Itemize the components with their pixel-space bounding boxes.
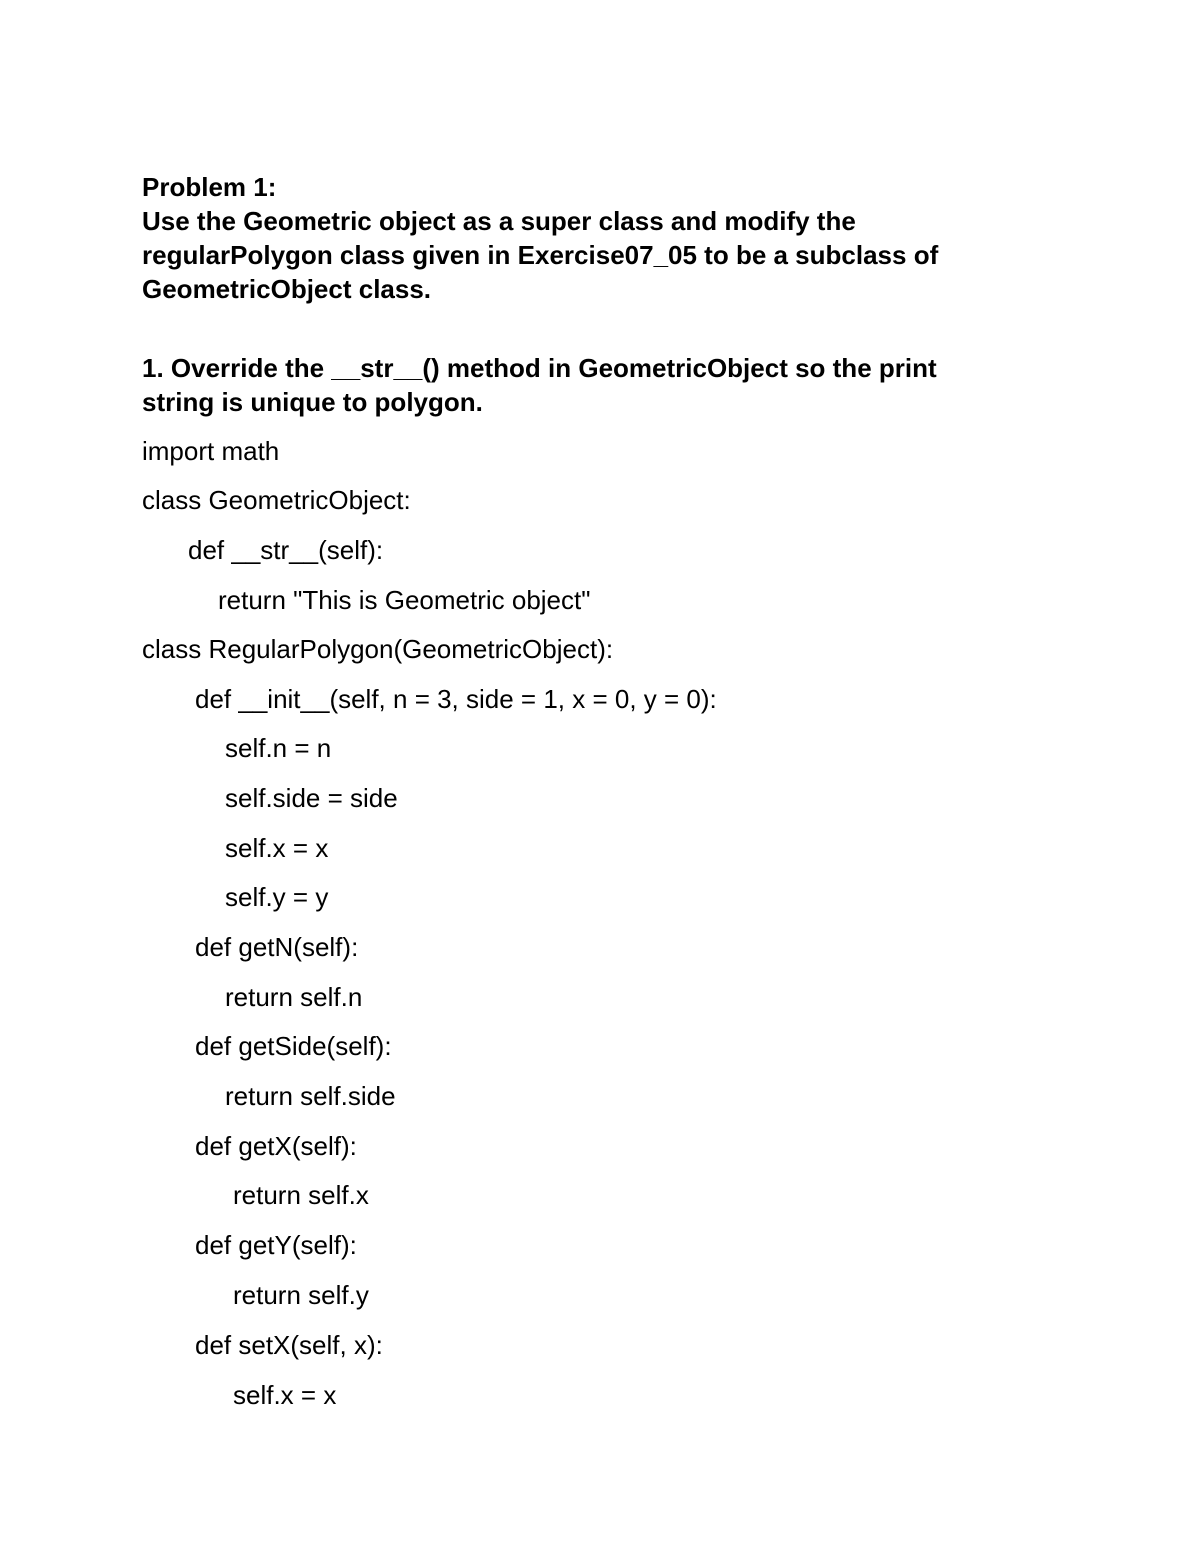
code-line: import math <box>142 436 280 466</box>
code-line: def getN(self): <box>195 932 359 962</box>
code-line: class GeometricObject: <box>142 485 411 515</box>
code-line: return self.side <box>225 1081 396 1111</box>
code-line: return self.n <box>225 982 363 1012</box>
problem-description-line: regularPolygon class given in Exercise07_05 to be a subclass of <box>142 240 939 270</box>
code-line: self.y = y <box>225 882 329 912</box>
problem-description-line: Use the Geometric object as a super class and modify the <box>142 206 856 236</box>
problem-title: Problem 1: <box>142 172 277 202</box>
code-line: def getX(self): <box>195 1131 357 1161</box>
code-line: class RegularPolygon(GeometricObject): <box>142 634 614 664</box>
code-line: return self.x <box>233 1180 369 1210</box>
task-line: 1. Override the __str__() method in GeometricObject so the print <box>142 353 937 383</box>
code-line: self.side = side <box>225 783 398 813</box>
code-line: return "This is Geometric object" <box>218 585 591 615</box>
code-line: def setX(self, x): <box>195 1330 383 1360</box>
code-line: self.n = n <box>225 733 332 763</box>
code-line: def getY(self): <box>195 1230 357 1260</box>
code-line: def __init__(self, n = 3, side = 1, x = 0, y = 0): <box>195 684 717 714</box>
code-line: def __str__(self): <box>188 535 384 565</box>
code-line: self.x = x <box>233 1380 337 1410</box>
problem-description-line: GeometricObject class. <box>142 274 432 304</box>
code-line: def getSide(self): <box>195 1031 392 1061</box>
code-line: return self.y <box>233 1280 369 1310</box>
code-line: self.x = x <box>225 833 329 863</box>
task-line: string is unique to polygon. <box>142 387 483 417</box>
